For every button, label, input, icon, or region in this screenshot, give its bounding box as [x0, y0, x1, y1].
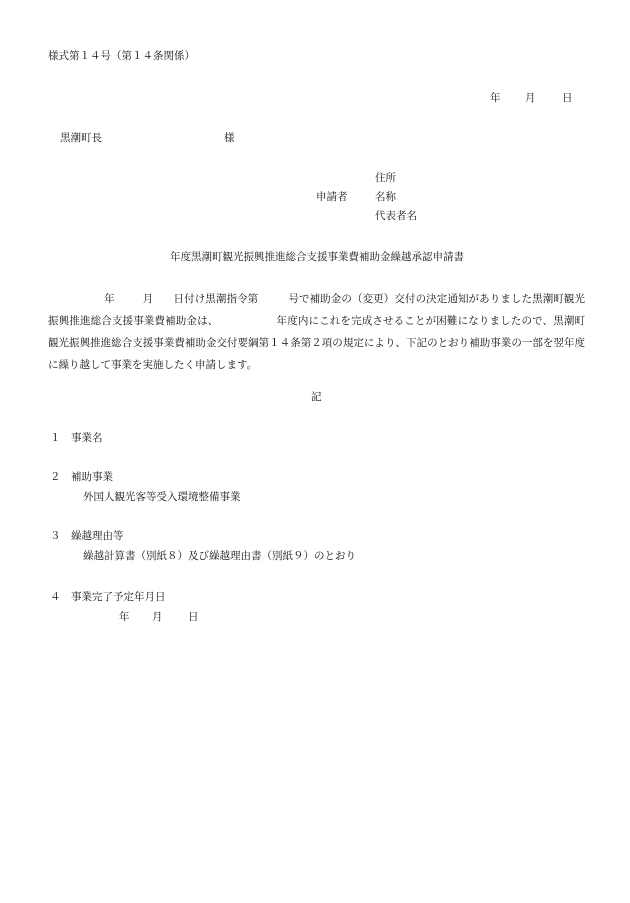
item-3-number: ３ [50, 530, 61, 542]
completion-year: 年 [119, 611, 130, 623]
applicant-label: 申請者 [316, 191, 348, 203]
body-month: 月 [142, 293, 154, 305]
applicant-address-label: 住所 [375, 172, 396, 184]
applicant-name-label: 名称 [375, 191, 396, 203]
item-2-number: ２ [50, 471, 61, 483]
item-3-label: 繰越理由等 [71, 530, 124, 542]
date-year: 年 [490, 92, 501, 104]
body-year: 年 [104, 293, 115, 305]
item-1-number: １ [50, 432, 61, 444]
body-date-ref: 日付け黒潮指令第 [173, 293, 259, 305]
item-3-detail: 繰越計算書（別紙８）及び繰越理由書（別紙９）のとおり [83, 550, 356, 562]
item-4-label: 事業完了予定年月日 [71, 591, 166, 603]
date-day: 日 [562, 92, 573, 104]
item-4-number: ４ [50, 591, 61, 603]
item-2-detail: 外国人観光客等受入環境整備事業 [83, 491, 241, 503]
addressee-honorific: 様 [224, 132, 235, 144]
body-text-1: 号で補助金の（変更）交付の決定通知がありました黒潮町観光振興推進総合支援事業費補助金は、 [48, 293, 586, 327]
body-text-2: 年度内にこれを完成させることが困難になりましたので、黒潮町観光振興推進総合支援事業費補助金交付要綱第１４条第２項の規定により、下記のとおり補助事業の一部を翌年度に繰り越して事業を実施したく申請します。 [48, 315, 585, 371]
document-title: 年度黒潮町観光振興推進総合支援事業費補助金繰越承認申請書 [170, 251, 464, 263]
applicant-rep-label: 代表者名 [375, 210, 417, 222]
completion-day: 日 [188, 611, 199, 623]
date-month: 月 [525, 92, 536, 104]
completion-month: 月 [152, 611, 163, 623]
ki-heading: 記 [311, 391, 322, 403]
addressee-name: 黒潮町長 [60, 132, 102, 144]
form-label: 様式第１４号（第１４条関係） [48, 50, 195, 62]
item-2-label: 補助事業 [71, 471, 113, 483]
item-1-label: 事業名 [71, 432, 103, 444]
body-paragraph [48, 288, 585, 376]
